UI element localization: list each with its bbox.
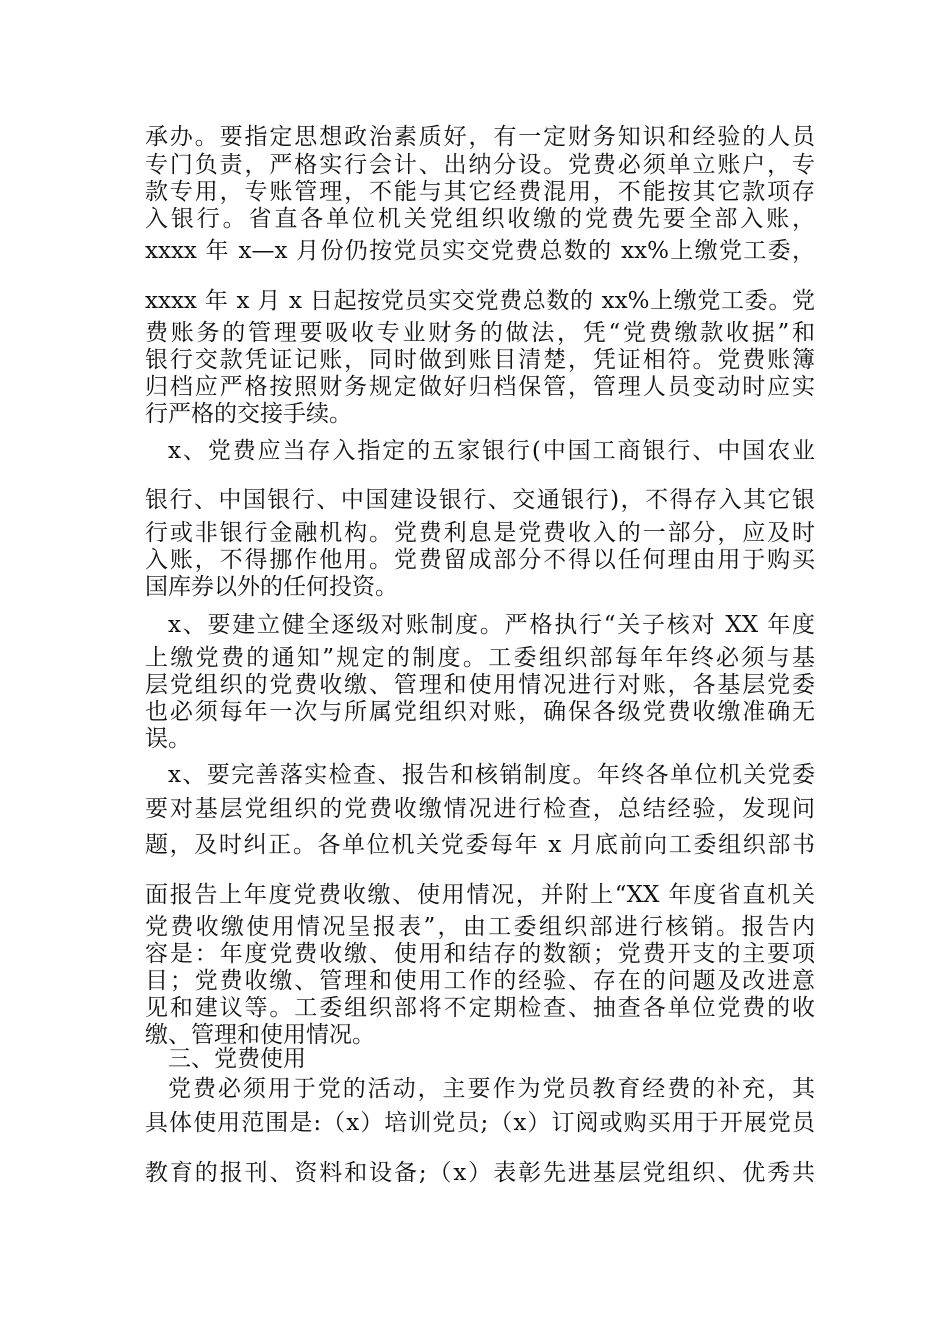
- text-line: 缴、管理和使用情况。: [145, 1022, 375, 1048]
- text-line: 具体使用范围是:（x）培训党员;（x）订阅或购买用于开展党员: [145, 1110, 815, 1136]
- text-line: 银行交款凭证记账，同时做到账目清楚，凭证相符。党费账簿: [145, 347, 815, 373]
- text-line: 容是：年度党费收缴、使用和结存的数额；党费开支的主要项: [145, 941, 815, 967]
- text-line: 专门负责，严格实行会计、出纳分设。党费必须单立账户，专: [145, 152, 815, 178]
- text-line: 行严格的交接手续。: [145, 401, 352, 427]
- text-line: 也必须每年一次与所属党组织对账，确保各级党费收缴准确无: [145, 699, 815, 725]
- text-line: 款专用，专账管理，不能与其它经费混用，不能按其它款项存: [145, 179, 815, 205]
- text-line: 题，及时纠正。各单位机关党委每年 x 月底前向工委组织部书: [145, 832, 815, 858]
- text-line: 目；党费收缴、管理和使用工作的经验、存在的问题及改进意: [145, 968, 815, 994]
- text-line: 党费收缴使用情况呈报表”，由工委组织部进行核销。报告内: [145, 914, 815, 940]
- section-heading: 三、党费使用: [168, 1046, 306, 1072]
- paragraph-first-line: 党费必须用于党的活动，主要作为党员教育经费的补充，其: [168, 1076, 815, 1102]
- text-line: 入账，不得挪作他用。党费留成部分不得以任何理由用于购买: [145, 547, 815, 573]
- paragraph-first-line: x、党费应当存入指定的五家银行(中国工商银行、中国农业: [168, 438, 815, 464]
- text-line: 上缴党费的通知”规定的制度。工委组织部每年年终必须与基: [145, 645, 815, 671]
- text-line: 面报告上年度党费收缴、使用情况，并附上“XX 年度省直机关: [145, 882, 815, 908]
- text-line: 归档应严格按照财务规定做好归档保管，管理人员变动时应实: [145, 374, 815, 400]
- paragraph-first-line: x、要完善落实检查、报告和核销制度。年终各单位机关党委: [168, 762, 815, 788]
- text-line: 要对基层党组织的党费收缴情况进行检查，总结经验，发现问: [145, 796, 815, 822]
- text-line: 行或非银行金融机构。党费利息是党费收入的一部分，应及时: [145, 520, 815, 546]
- paragraph-first-line: x、要建立健全逐级对账制度。严格执行“关子核对 XX 年度: [168, 612, 815, 638]
- text-line: 银行、中国银行、中国建设银行、交通银行)，不得存入其它银: [145, 487, 815, 513]
- text-line: 入银行。省直各单位机关党组织收缴的党费先要全部入账，: [145, 206, 815, 232]
- text-line: 费账务的管理要吸收专业财务的做法，凭“党费缴款收据”和: [145, 320, 815, 346]
- text-line: 国库券以外的任何投资。: [145, 574, 398, 600]
- text-line: 见和建议等。工委组织部将不定期检查、抽查各单位党费的收: [145, 995, 815, 1021]
- text-line: 承办。要指定思想政治素质好，有一定财务知识和经验的人员: [145, 124, 815, 150]
- text-line: 层党组织的党费收缴、管理和使用情况进行对账，各基层党委: [145, 672, 815, 698]
- text-line: xxxx 年 x—x 月份仍按党员实交党费总数的 xx%上缴党工委，: [145, 238, 815, 264]
- text-line: 教育的报刊、资料和设备;（x）表彰先进基层党组织、优秀共: [145, 1160, 815, 1186]
- text-line: 误。: [145, 726, 191, 752]
- text-line: xxxx 年 x 月 x 日起按党员实交党费总数的 xx%上缴党工委。党: [145, 288, 815, 314]
